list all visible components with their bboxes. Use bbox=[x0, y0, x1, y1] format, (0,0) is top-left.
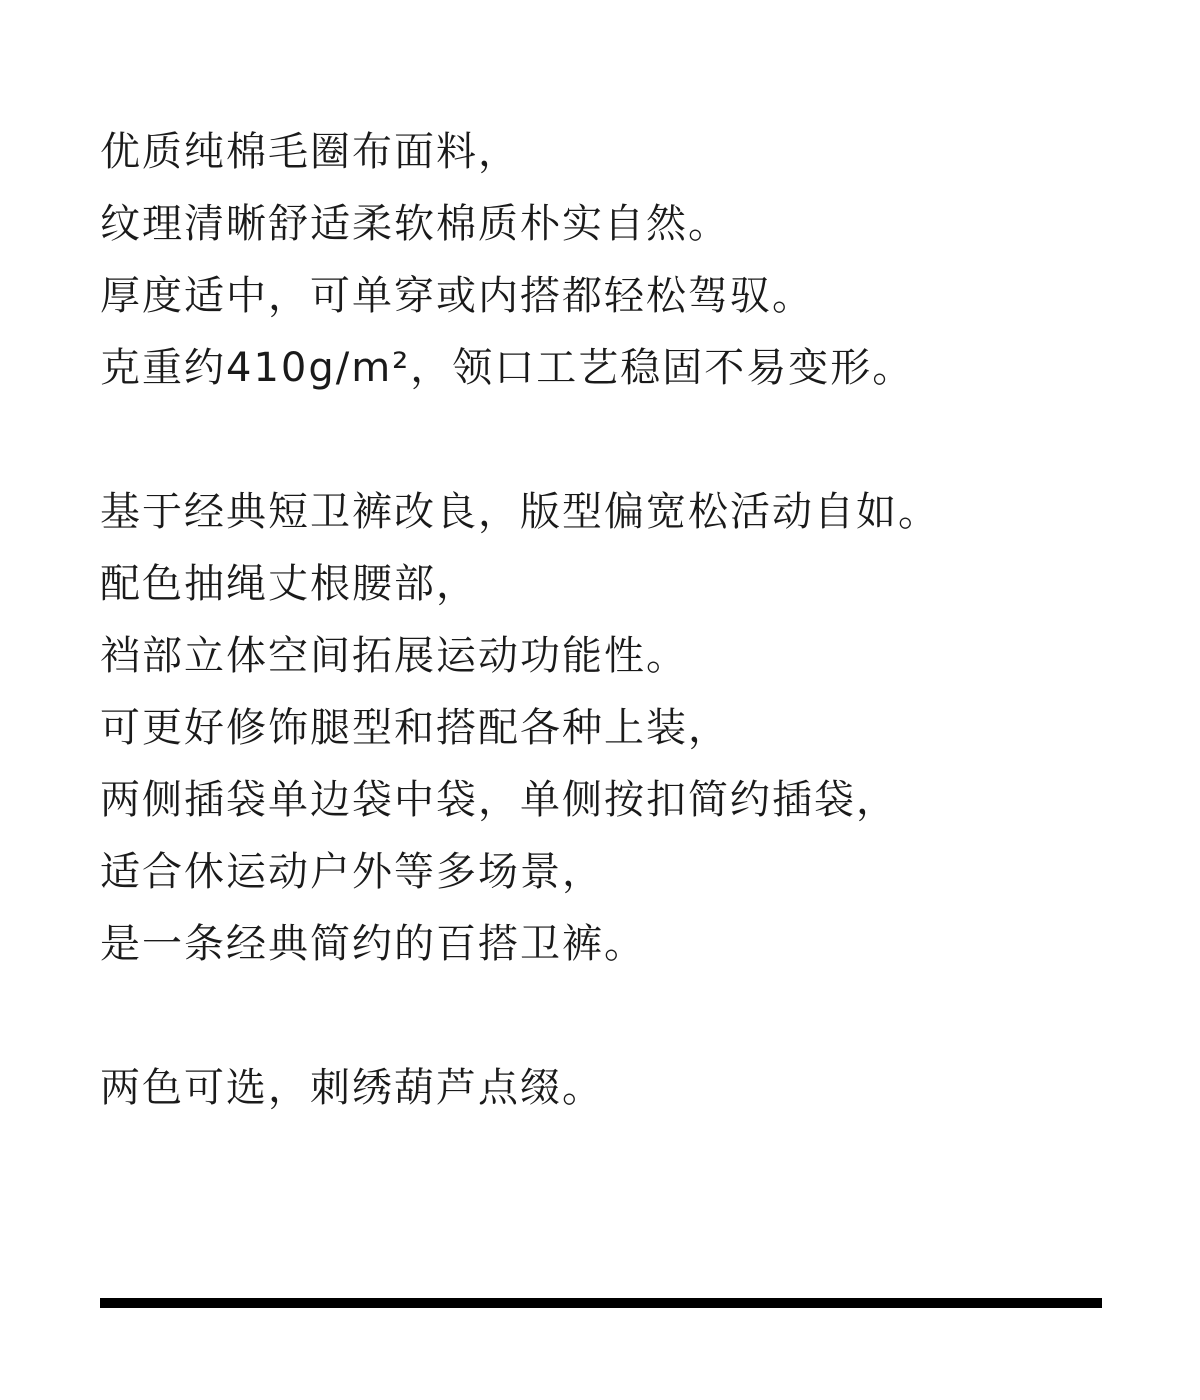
design-paragraph bbox=[100, 476, 1140, 980]
text-line: 适合休运动户外等多场景， bbox=[100, 849, 604, 895]
color-options-paragraph bbox=[100, 1052, 1140, 1124]
text-line: 克重约410g/m²，领口工艺稳固不易变形。 bbox=[100, 345, 915, 391]
text-line: 厚度适中，可单穿或内搭都轻松驾驭。 bbox=[100, 273, 814, 319]
text-line: 可更好修饰腿型和搭配各种上装， bbox=[100, 705, 730, 751]
text-line: 纹理清晰舒适柔软棉质朴实自然。 bbox=[100, 201, 730, 247]
text-line: 两色可选，刺绣葫芦点缀。 bbox=[100, 1065, 604, 1111]
text-line: 优质纯棉毛圈布面料， bbox=[100, 129, 520, 175]
description-text bbox=[100, 116, 1140, 1124]
text-line: 配色抽绳丈根腰部， bbox=[100, 561, 478, 607]
text-line: 是一条经典简约的百搭卫裤。 bbox=[100, 921, 646, 967]
fabric-paragraph bbox=[100, 116, 1140, 404]
text-line: 裆部立体空间拓展运动功能性。 bbox=[100, 633, 688, 679]
bottom-divider bbox=[100, 1298, 1102, 1308]
text-line: 基于经典短卫裤改良，版型偏宽松活动自如。 bbox=[100, 489, 940, 535]
text-line: 两侧插袋单边袋中袋，单侧按扣简约插袋， bbox=[100, 777, 898, 823]
